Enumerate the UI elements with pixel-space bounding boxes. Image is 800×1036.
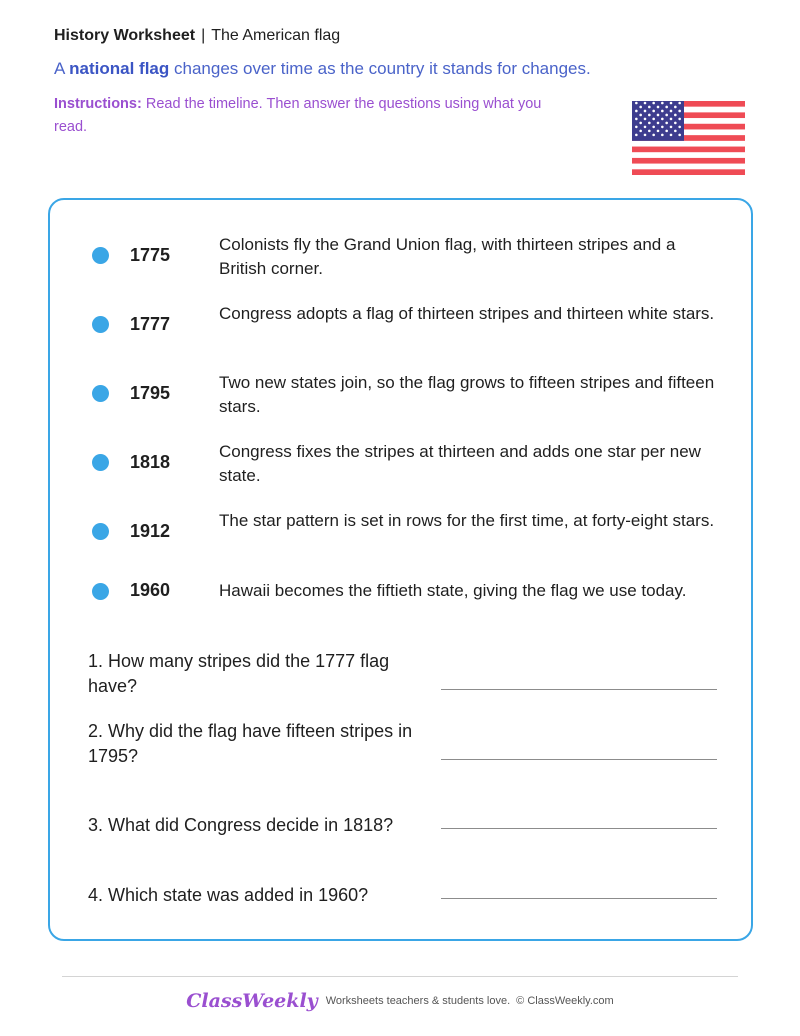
subtitle bbox=[54, 59, 591, 79]
instructions-lead: Instructions: bbox=[54, 96, 142, 112]
timeline-dot bbox=[92, 385, 109, 402]
timeline-year: 1795 bbox=[130, 383, 171, 403]
question-text: 1. How many stripes did the 1777 flag have? bbox=[88, 651, 390, 696]
subtitle-term: national flag bbox=[69, 59, 170, 78]
instructions bbox=[54, 93, 574, 139]
footer-copyright: © ClassWeekly.com bbox=[516, 995, 614, 1007]
question-text: 2. Why did the flag have fifteen stripes in 1795? bbox=[88, 721, 413, 766]
timeline-year: 1960 bbox=[130, 580, 171, 600]
timeline-dot bbox=[92, 247, 109, 264]
answer-line[interactable] bbox=[441, 828, 717, 829]
worksheet-topic: The American flag bbox=[211, 27, 341, 44]
footer-divider bbox=[62, 976, 738, 977]
worksheet-header bbox=[54, 27, 340, 45]
instructions-text: Read the timeline. Then answer the questions using what you read. bbox=[54, 96, 542, 135]
timeline-text: Congress adopts a flag of thirteen stripes and thirteen white stars. bbox=[219, 304, 715, 323]
timeline-dot bbox=[92, 316, 109, 333]
question-text: 4. Which state was added in 1960? bbox=[88, 885, 369, 905]
header-separator: | bbox=[201, 27, 206, 44]
worksheet-label: History Worksheet bbox=[54, 27, 196, 44]
timeline-text: Congress fixes the stripes at thirteen and adds one star per new state. bbox=[219, 442, 701, 485]
question-text: 3. What did Congress decide in 1818? bbox=[88, 815, 394, 835]
timeline-year: 1775 bbox=[130, 245, 171, 265]
subtitle-prefix: A bbox=[54, 59, 65, 78]
timeline-text: Hawaii becomes the fiftieth state, giving the flag we use today. bbox=[219, 581, 687, 600]
timeline-year: 1912 bbox=[130, 521, 171, 541]
timeline-text: Two new states join, so the flag grows to fifteen stripes and fifteen stars. bbox=[219, 373, 715, 416]
timeline-dot bbox=[92, 523, 109, 540]
answer-line[interactable] bbox=[441, 759, 717, 760]
timeline-dot bbox=[92, 583, 109, 600]
footer bbox=[0, 990, 800, 1012]
timeline-year: 1818 bbox=[130, 452, 171, 472]
timeline-year: 1777 bbox=[130, 314, 171, 334]
footer-tagline: Worksheets teachers & students love. bbox=[325, 995, 511, 1007]
timeline-dot bbox=[92, 454, 109, 471]
timeline-panel bbox=[48, 198, 753, 941]
us-flag-icon bbox=[632, 101, 745, 175]
subtitle-rest: changes over time as the country it stands for changes. bbox=[174, 59, 591, 78]
answer-line[interactable] bbox=[441, 898, 717, 899]
timeline-text: Colonists fly the Grand Union flag, with thirteen stripes and a British corner. bbox=[219, 235, 676, 278]
answer-line[interactable] bbox=[441, 689, 717, 690]
brand-logo[interactable]: ClassWeekly bbox=[186, 990, 318, 1012]
timeline-text: The star pattern is set in rows for the first time, at forty-eight stars. bbox=[219, 511, 715, 530]
